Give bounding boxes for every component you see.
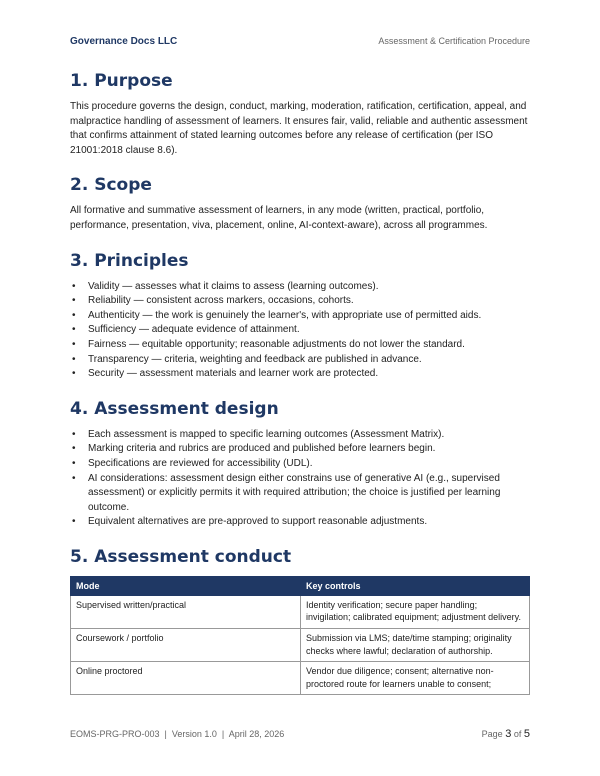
design-list [70,428,530,530]
table-cell-mode: Coursework / portfolio [71,629,301,662]
page-content [70,70,530,695]
list-item: • Validity — assesses what it claims to assess (learning outcomes). [70,280,530,295]
purpose-text: This procedure governs the design, conduct, marking, moderation, ratification, certification, appeal, and malpractice handling of assessment of learners. It ensures fair, valid, reliable and authentic assessment that confirms attainment of stated learning outcomes before any release of certification (per ISO 21001:2018 clause 8.6). [70,101,528,156]
page-of-label: of [513,729,522,739]
table-cell-controls: Submission via LMS; date/time stamping; originality checks where lawful; declaration of authorship. [301,629,530,662]
conduct-table [70,576,530,696]
list-item: • Transparency — criteria, weighting and feedback are published in advance. [70,353,530,368]
section-heading-scope: 2. Scope [70,175,152,196]
list-item: • Sufficiency — adequate evidence of attainment. [70,323,530,338]
list-item: • Specifications are reviewed for accessibility (UDL). [70,457,530,472]
page-current: 3 [505,728,512,740]
page-total: 5 [523,728,530,740]
table-row [71,629,530,662]
section-heading-conduct: 5. Assessment conduct [70,546,292,567]
list-item: • Each assessment is mapped to specific learning outcomes (Assessment Matrix). [70,428,530,443]
section-heading-purpose: 1. Purpose [70,71,173,91]
list-item: • Security — assessment materials and learner work are protected. [70,367,530,382]
list-item: • AI considerations: assessment design either constrains use of generative AI (e.g., supervised assessment) or explicitly permits it with required attribution; the choice is justified per learning outcome. [70,472,530,516]
page-number [482,728,530,740]
column-header-key-controls: Key controls [301,576,530,595]
table-header-row [71,576,530,595]
page-header [70,36,530,47]
table-cell-mode: Online proctored [71,662,301,695]
section-heading-design: 4. Assessment design [70,398,279,419]
table-row [71,595,530,628]
table-cell-controls: Vendor due diligence; consent; alternative non-proctored route for learners unable to consent; [301,662,530,695]
list-item: • Fairness — equitable opportunity; reasonable adjustments do not lower the standard. [70,338,530,353]
list-item: • Equivalent alternatives are pre-approved to support reasonable adjustments. [70,515,530,530]
table-cell-controls: Identity verification; secure paper handling; invigilation; calibrated equipment; adjustment delivery. [301,595,530,628]
table-cell-mode: Supervised written/practical [71,595,301,628]
section-heading-principles: 3. Principles [70,250,189,271]
company-name: Governance Docs LLC [70,36,178,47]
page-footer [70,728,530,740]
list-item: • Reliability — consistent across markers, occasions, cohorts. [70,294,530,309]
list-item: • Authenticity — the work is genuinely the learner's, with appropriate use of permitted aids. [70,309,530,324]
list-item: • Marking criteria and rubrics are produced and published before learners begin. [70,442,530,457]
column-header-mode: Mode [71,576,301,595]
document-title: Assessment & Certification Procedure [378,36,530,46]
scope-text: All formative and summative assessment of learners, in any mode (written, practical, portfolio, performance, presentation, viva, placement, online, AI-context-aware), across all programmes. [70,205,488,231]
document-reference: EOMS-PRG-PRO-003 | Version 1.0 | April 28, 2026 [70,729,285,739]
page-label: Page [481,729,503,739]
table-row [71,662,530,695]
principles-list [70,280,530,382]
